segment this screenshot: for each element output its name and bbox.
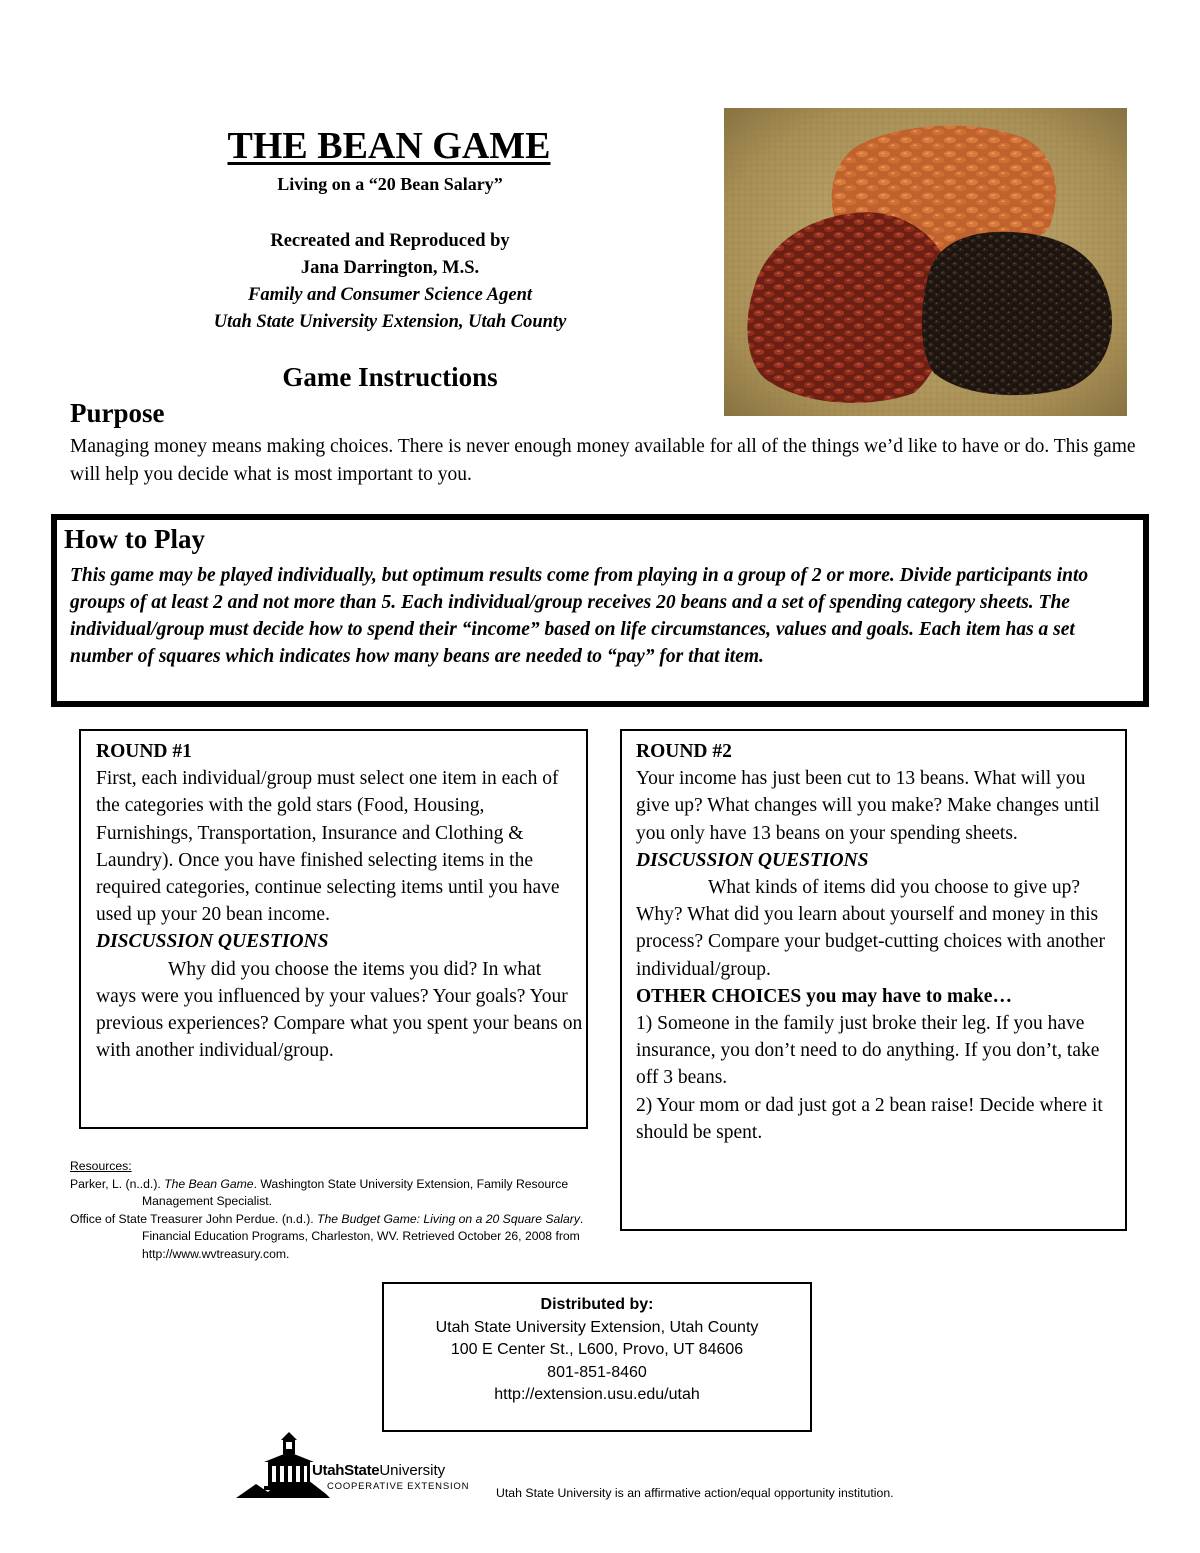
author-name: Jana Darrington, M.S. — [300, 258, 480, 278]
round1-text: First, each individual/group must select one item in each of the categories with the gold stars (Food, Housing, Furnishings, Transportation, Insurance and Clothing & Laundry). Once you have finished selecting items in the required categories, continue selecting items until you have used up your 20 bean income. — [96, 768, 560, 926]
reference-1 — [70, 1176, 610, 1211]
usu-wordmark-regular: University — [379, 1462, 446, 1479]
distributed-content — [384, 1294, 810, 1407]
usu-wordmark — [312, 1462, 445, 1479]
game-instructions-heading: Game Instructions — [282, 362, 498, 392]
choice-1: 1) Someone in the family just broke their leg. If you have insurance, you don’t need to do anything. If you don’t, take off 3 beans. — [636, 1013, 1100, 1089]
round2-heading: ROUND #2 — [636, 741, 732, 762]
beans-photo — [724, 108, 1127, 416]
round1-discussion-text — [96, 956, 584, 1065]
round2-discussion-heading: DISCUSSION QUESTIONS — [636, 849, 869, 871]
choice-2: 2) Your mom or dad just got a 2 bean raise! Decide where it should be spent. — [636, 1094, 1103, 1143]
round2-text: Your income has just been cut to 13 beans. What will you give up? What changes will you make? Make changes until you only have 13 beans on your spending sheets. — [636, 768, 1100, 844]
distributed-address: 100 E Center St., L600, Provo, UT 84606 — [450, 1341, 744, 1359]
purpose-text: Managing money means making choices. There is never enough money available for all of the things we’d like to have or do. This game will help you decide what is most important to you. — [70, 436, 1136, 485]
purpose-heading: Purpose — [70, 398, 165, 428]
ref2-author: Office of State Treasurer John Perdue. (n.d.). — [70, 1211, 318, 1226]
round1-discussion-heading: DISCUSSION QUESTIONS — [96, 931, 329, 953]
ref1-title: The Bean Game — [164, 1176, 254, 1191]
author-org: Utah State University Extension, Utah County — [213, 312, 567, 332]
author-role: Family and Consumer Science Agent — [247, 285, 533, 305]
round2-discussion-text — [636, 874, 1122, 983]
distributed-heading: Distributed by: — [540, 1296, 654, 1313]
affirmative-action-notice: Utah State University is an affirmative action/equal opportunity institution. — [496, 1486, 894, 1500]
how-to-play-heading: How to Play — [64, 524, 205, 554]
distributed-url: http://extension.usu.edu/utah — [494, 1386, 700, 1404]
ref1-author: Parker, L. (n..d.). — [70, 1176, 165, 1191]
how-to-play-text: This game may be played individually, but optimum results come from playing in a group of 2 or more. Divide participants into groups of at least 2 and not more than 5. Each individual/group receives 20 beans and a set of spending category sheets. The individual/group must decide how to spend their “income” based on life circumstances, values and goals. Each item has a set number of squares which indicates how many beans are needed to “pay” for that item. — [70, 565, 1089, 667]
round1-content — [96, 738, 584, 1064]
round2-discussion-body: What kinds of items did you choose to give up? Why? What did you learn about yourself and money in this process? Compare your budget-cutting choices with another individual/group. — [636, 877, 1105, 980]
credits-block — [100, 228, 680, 336]
usu-wordmark-bold: UtahState — [312, 1462, 380, 1479]
ref2-rest: . Financial Education Programs, Charleston, WV. Retrieved October 26, 2008 from http://www.wvtreasury.com. — [142, 1211, 584, 1261]
reference-2 — [70, 1211, 610, 1264]
document-title: THE BEAN GAME — [227, 125, 551, 167]
usu-coop-extension: COOPERATIVE EXTENSION — [327, 1481, 470, 1492]
distributed-org: Utah State University Extension, Utah County — [435, 1318, 759, 1336]
other-choices-heading: OTHER CHOICES you may have to make… — [636, 985, 1012, 1007]
round2-content — [636, 738, 1122, 1146]
document-subtitle: Living on a “20 Bean Salary” — [277, 174, 503, 194]
round1-heading: ROUND #1 — [96, 741, 192, 762]
ref1-rest: . Washington State University Extension, Family Resource Management Specialist. — [142, 1176, 569, 1208]
resources-block — [70, 1158, 610, 1263]
ref2-title: The Budget Game: Living on a 20 Square Salary — [317, 1211, 580, 1226]
round1-discussion-body: Why did you choose the items you did? In what ways were you influenced by your values? Your goals? Your previous experiences? Compare what you spent your beans on with another individual/group. — [96, 958, 583, 1062]
distributed-phone: 801-851-8460 — [547, 1363, 647, 1381]
recreated-by: Recreated and Reproduced by — [270, 231, 510, 251]
resources-heading: Resources: — [70, 1159, 132, 1173]
